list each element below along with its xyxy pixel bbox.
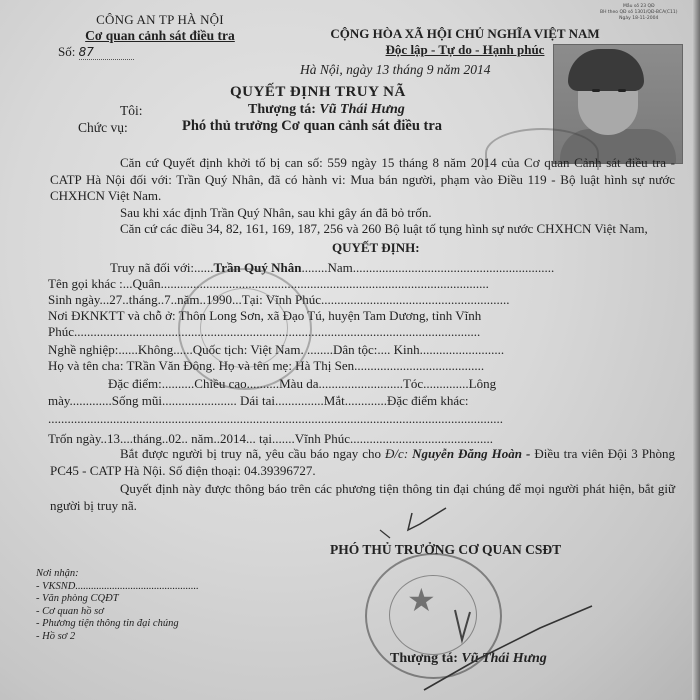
issue-date: Hà Nội, ngày 13 tháng 9 năm 2014 bbox=[300, 62, 491, 77]
field-features-blank: ............................................................................................................................................ bbox=[48, 411, 503, 426]
field-features: Đặc điểm:..........Chiều cao..........Màu da..........................Tóc..............Lông bbox=[108, 376, 497, 391]
agency-name: CÔNG AN TP HÀ NỘI bbox=[96, 12, 224, 27]
field-parents: Họ và tên cha: TRần Văn Đông. Họ và tên mẹ: Hà Thị Sen........................................ bbox=[48, 358, 485, 373]
recipient-item: - Văn phòng CQĐT bbox=[36, 593, 119, 604]
contact-officer: Nguyễn Đăng Hoàn - bbox=[412, 446, 531, 461]
number-value: 87 bbox=[79, 45, 134, 60]
wanted-label: Truy nã đối với:...... bbox=[110, 260, 214, 275]
field-features-cont: mày.............Sống mũi....................... Dái tai...............Mắt.............Đặc điểm khác: bbox=[48, 393, 469, 408]
field-residence: Nơi ĐKNKTT và chỗ ở: Thôn Long Sơn, xã Đạo Tú, huyện Tam Dương, tỉnh Vĩnh bbox=[48, 308, 482, 323]
department-name: Cơ quan cảnh sát điều tra bbox=[85, 28, 235, 43]
issuer-rank: Thượng tá: bbox=[248, 102, 316, 117]
form-code-line: Mẫu số 23 QĐ bbox=[622, 4, 655, 9]
signatory-name: Vũ Thái Hưng bbox=[461, 651, 547, 666]
field-occupation: Nghề nghiệp:......Không......Quốc tịch: Việt Nam. ........Dân tộc:.... Kinh.......................... bbox=[48, 342, 505, 357]
form-code-line: BH theo QĐ số 1301/QĐ-BCA(C11) bbox=[600, 10, 678, 15]
decision-heading: QUYẾT ĐỊNH: bbox=[332, 240, 420, 255]
nation-name: CỘNG HÒA XÃ HỘI CHỦ NGHĨA VIỆT NAM bbox=[330, 26, 600, 41]
recipient-item: - VKSND............................................... bbox=[36, 580, 199, 592]
issuer-position: Phó thủ trưởng Cơ quan cảnh sát điều tra bbox=[182, 118, 443, 134]
number-label: Số: bbox=[58, 44, 76, 59]
contact-lead: Bắt được người bị truy nã, yêu cầu báo ngay cho bbox=[120, 446, 386, 461]
preamble-paragraph-1: Căn cứ Quyết định khởi tố bị can số: 559 ngày 15 tháng 8 năm 2014 của Cơ quan Cảnh sát điều tra - CATP Hà Nội đối với: Trần Quý Nhân, đã có hành vi: Mua bán người, phạm vào Điều 119 - Bộ luật hình sự nước CHXHCN Việt Nam. bbox=[50, 155, 675, 203]
field-escaped: Trốn ngày..13....tháng..02.. năm..2014... tại.......Vĩnh Phúc............................................ bbox=[48, 431, 493, 446]
issuer-label: Tôi: bbox=[120, 103, 143, 118]
national-motto: Độc lập - Tự do - Hạnh phúc bbox=[385, 42, 545, 57]
notice-paragraph: Quyết định này được thông báo trên các phương tiện thông tin đại chúng để mọi người phát hiện, bắt giữ người bị truy nã. bbox=[50, 481, 675, 513]
document-title: QUYẾT ĐỊNH TRUY NÃ bbox=[230, 84, 406, 100]
contact-title: Đ/c: bbox=[385, 446, 413, 461]
recipient-item: - Cơ quan hồ sơ bbox=[36, 605, 104, 617]
signatory-title: PHÓ THỦ TRƯỞNG CƠ QUAN CSĐT bbox=[330, 542, 562, 557]
recipient-item: - Phương tiện thông tin đại chúng bbox=[36, 618, 179, 629]
preamble-paragraph-2: Sau khi xác định Trần Quý Nhân, sau khi gây án đã bỏ trốn. bbox=[120, 205, 432, 220]
recipients-label: Nơi nhận: bbox=[36, 568, 79, 579]
wanted-name: Trần Quý Nhân bbox=[213, 260, 302, 275]
wanted-gender: ........Nam.............................................................. bbox=[301, 260, 555, 275]
preamble-paragraph-3: Căn cứ các điều 34, 82, 161, 169, 187, 256 và 260 Bộ luật tố tụng hình sự nước CHXHCN Việt Nam, bbox=[120, 221, 648, 236]
recipient-item: - Hồ sơ 2 bbox=[36, 630, 76, 642]
signatory-rank: Thượng tá: bbox=[390, 651, 458, 666]
issuer-name: Vũ Thái Hưng bbox=[319, 102, 405, 117]
field-residence-cont: Phúc............................................................................................................................. bbox=[48, 324, 481, 339]
field-birth: Sinh ngày...27..tháng..7..năm..1990...Tại: Vĩnh Phúc.......................................................... bbox=[48, 292, 510, 307]
position-label: Chức vụ: bbox=[78, 120, 128, 135]
star-icon: ★ bbox=[407, 582, 436, 618]
contact-details: Điều tra viên Đội 3 Phòng PC45 - CATP Hà Nội. Số điện thoại: 04.39396727. bbox=[50, 446, 676, 478]
field-alias: Tên gọi khác :...Quân..................................................................................................... bbox=[48, 276, 489, 291]
form-code-line: Ngày 18-11-2004 bbox=[619, 16, 659, 21]
